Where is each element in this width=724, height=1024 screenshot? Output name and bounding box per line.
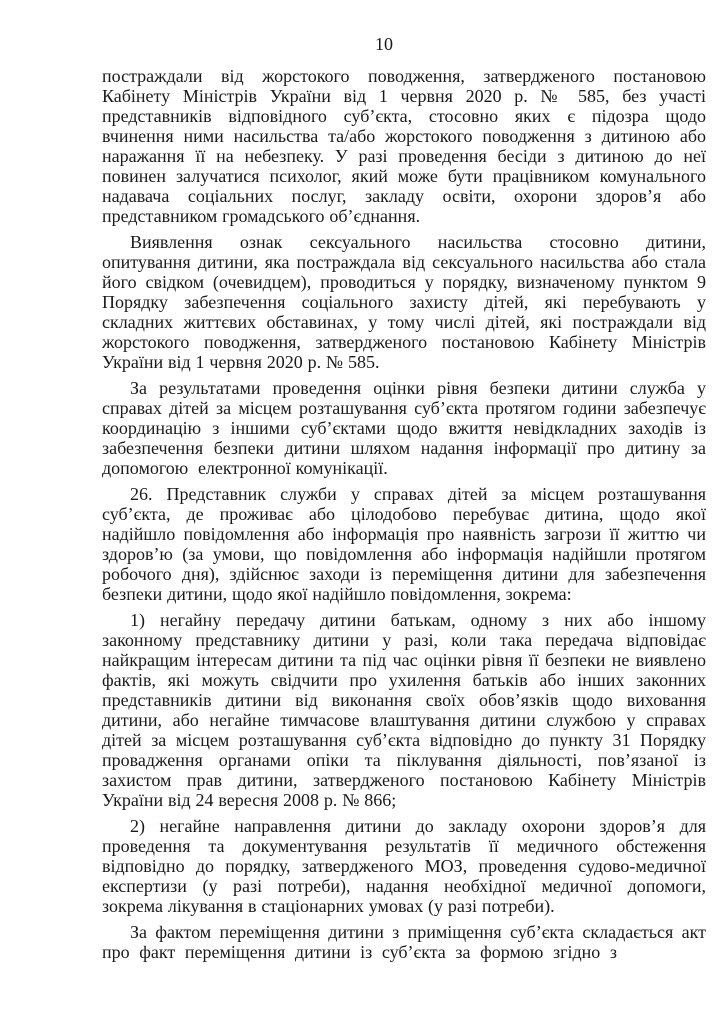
text-line: його свідком (очевидцем), проводиться у порядку, визначеному пунктом 9 (102, 272, 706, 292)
text-line: України від 1 червня 2020 р. № 585. (102, 352, 380, 372)
document-body (102, 66, 706, 962)
text-line: представників дитини від виконання своїх обов’язків щодо виховання (102, 690, 706, 710)
text-line: Кабінету Міністрів України від 1 червня 2020 р. № 585, без участі (102, 86, 706, 106)
text-line: жорстокого поводження, затвердженого постановою Кабінету Міністрів (102, 332, 706, 352)
paragraph-subitem-1 (102, 610, 706, 810)
text-line: провадження органами опіки та піклування діяльності, пов’язаної із (102, 750, 706, 770)
text-line: про факт переміщення дитини із суб’єкта за формою згідно з (102, 942, 617, 962)
text-line: України від 24 вересня 2008 р. № 866; (102, 790, 397, 810)
text-line: робочого дня), здійснює заходи із переміщення дитини для забезпечення (102, 564, 706, 584)
paragraph-safety-assessment-results (102, 378, 706, 478)
text-line: дітей за місцем розташування суб’єкта відповідно до пункту 31 Порядку (102, 730, 706, 750)
page-number: 10 (375, 34, 393, 54)
text-line: забезпечення безпеки дитини шляхом надання інформації про дитину за (102, 438, 706, 458)
text-line: відповідно до порядку, затвердженого МОЗ, проведення судово-медичної (102, 856, 706, 876)
text-line: захистом прав дитини, затвердженого постановою Кабінету Міністрів (102, 770, 706, 790)
text-line: справах дітей за місцем розташування суб’єкта протягом години забезпечує (102, 398, 706, 418)
text-line: постраждали від жорстокого поводження, затвердженого постановою (102, 66, 706, 86)
text-line: проведення та документування результатів її медичного обстеження (102, 836, 706, 856)
text-line: найкращим інтересам дитини та під час оцінки рівня її безпеки не виявлено (102, 650, 706, 670)
text-line: дитини, або негайне тимчасове влаштування дитини службою у справах (102, 710, 706, 730)
text-line: За фактом переміщення дитини з приміщення суб’єкта складається акт (130, 922, 706, 942)
text-line: представників відповідного суб’єкта, стосовно яких є підозра щодо (102, 106, 706, 126)
text-line: зокрема лікування в стаціонарних умовах (у разі потреби). (102, 896, 555, 916)
text-line: допомогою електронної комунікації. (102, 458, 388, 478)
text-line: координацію з іншими суб’єктами щодо вжиття невідкладних заходів із (102, 418, 706, 438)
text-line: складних життєвих обставинах, у тому числі дітей, які постраждали від (102, 312, 706, 332)
text-line: 26. Представник служби у справах дітей за місцем розташування (130, 484, 706, 504)
paragraph-continuation (102, 66, 706, 226)
text-line: Виявлення ознак сексуального насильства стосовно дитини, (130, 232, 706, 252)
paragraph-item-26 (102, 484, 706, 604)
text-line: повинен залучатися психолог, який може бути працівником комунального (102, 166, 706, 186)
paragraph-sexual-violence-detection (102, 232, 706, 372)
text-line: фактів, які можуть свідчити про ухилення батьків або інших законних (102, 670, 706, 690)
text-line: безпеки дитини, щодо якої надійшло повідомлення, зокрема: (102, 584, 572, 604)
text-line: законному представнику дитини у разі, коли така передача відповідає (102, 630, 706, 650)
text-line: За результатами проведення оцінки рівня безпеки дитини служба у (130, 378, 706, 398)
paragraph-relocation-act (102, 922, 706, 962)
text-line: 2) негайне направлення дитини до закладу охорони здоров’я для (130, 816, 706, 836)
text-line: експертизи (у разі потреби), надання необхідної медичної допомоги, (102, 876, 706, 896)
text-line: Порядку забезпечення соціального захисту дітей, які перебувають у (102, 292, 706, 312)
text-line: надавача соціальних послуг, закладу освіти, охорони здоров’я або (102, 186, 706, 206)
text-line: надійшло повідомлення або інформація про наявність загрози її життю чи (102, 524, 706, 544)
text-line: представником громадського об’єднання. (102, 206, 421, 226)
text-line: здоров’ю (за умови, що повідомлення або інформація надійшли протягом (102, 544, 706, 564)
text-line: вчинення ними насильства та/або жорстокого поводження з дитиною або (102, 126, 706, 146)
text-line: наражання її на небезпеку. У разі проведення бесіди з дитиною до неї (102, 146, 706, 166)
text-line: 1) негайну передачу дитини батькам, одному з них або іншому (130, 610, 706, 630)
paragraph-subitem-2 (102, 816, 706, 916)
text-line: суб’єкта, де проживає або цілодобово перебуває дитина, щодо якої (102, 504, 706, 524)
text-line: опитування дитини, яка постраждала від сексуального насильства або стала (102, 252, 706, 272)
